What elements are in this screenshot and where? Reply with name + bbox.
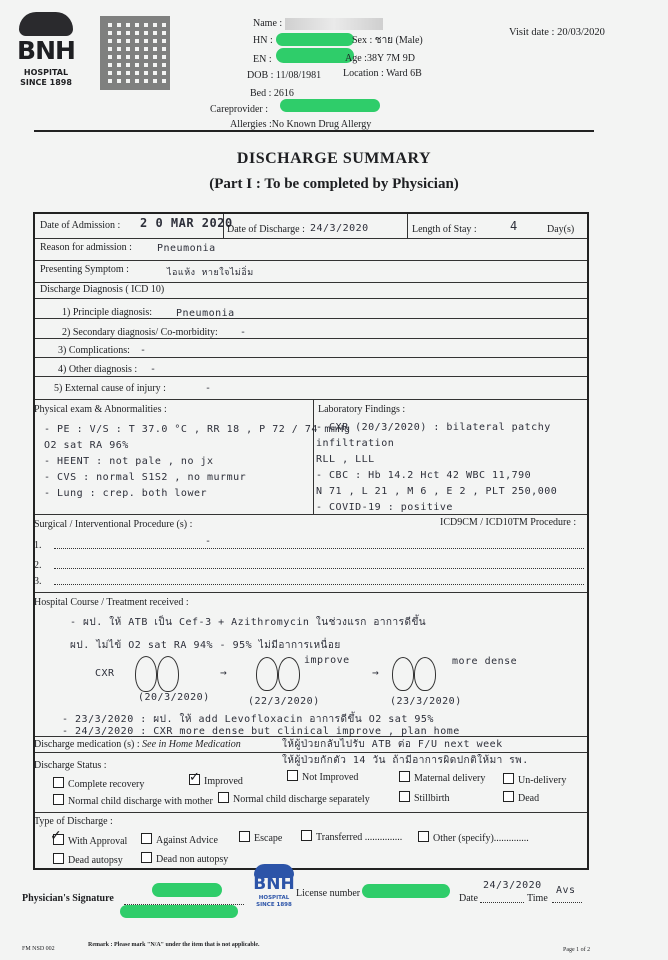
form-code: FM NSD 002 xyxy=(22,946,55,952)
discharge-date-value: 24/3/2020 xyxy=(310,223,369,234)
document-title: DISCHARGE SUMMARY xyxy=(236,150,432,167)
date-label: Date xyxy=(459,893,478,904)
bed-row: Bed : 2616 xyxy=(250,88,294,99)
checkbox[interactable] xyxy=(503,791,514,802)
lab-line: RLL , LLL xyxy=(316,454,375,465)
physical-line: - CVS : normal S1S2 , no murmur xyxy=(44,472,247,483)
lung-sketch-icon xyxy=(278,657,300,691)
secondary-diagnosis-value: - xyxy=(240,327,247,338)
reason-label: Reason for admission : xyxy=(40,242,132,253)
status-improved[interactable]: ✓ Improved xyxy=(189,769,243,787)
lab-line: - COVID-19 : positive xyxy=(316,502,453,513)
medication-note: ให้ผู้ป่วยกักตัว 14 วัน ถ้ามีอาการผิดปกติให้มา รพ. xyxy=(282,755,529,766)
checkbox[interactable] xyxy=(399,771,410,782)
checkbox[interactable] xyxy=(141,833,152,844)
time-value: Avs xyxy=(556,885,576,896)
lab-findings-label: Laboratory Findings : xyxy=(318,404,406,415)
age-row: Age :38Y 7M 9D xyxy=(345,53,415,64)
checkbox[interactable] xyxy=(53,794,64,805)
type-other[interactable]: Other (specify).............. xyxy=(418,831,529,844)
checkbox[interactable] xyxy=(418,831,429,842)
stay-value: 4 xyxy=(510,219,518,233)
type-against-advice[interactable]: Against Advice xyxy=(141,833,218,846)
cxr-label: CXR xyxy=(95,668,115,679)
status-child-separately[interactable]: Normal child discharge separately xyxy=(218,792,370,805)
stay-label: Length of Stay : xyxy=(412,224,477,235)
medication-note: ให้ผู้ป่วยกลับไปรับ ATB ต่อ F/U next week xyxy=(282,739,503,750)
status-un-delivery[interactable]: Un-delivery xyxy=(503,773,566,786)
admission-label: Date of Admission : xyxy=(40,220,121,231)
course-label: Hospital Course / Treatment received : xyxy=(34,597,189,608)
dob-row: DOB : 11/08/1981 xyxy=(247,70,322,81)
admission-value: 2 0 MAR 2020 xyxy=(140,216,233,230)
checkbox[interactable] xyxy=(53,853,64,864)
external-cause-value: - xyxy=(205,383,212,394)
cxr-date: (22/3/2020) xyxy=(248,696,320,707)
type-escape[interactable]: Escape xyxy=(239,831,282,844)
procedure-code-label: ICD9CM / ICD10TM Procedure : xyxy=(440,517,577,528)
sex-row: Sex : ชาย (Male) xyxy=(352,35,423,46)
checkbox[interactable] xyxy=(53,777,64,788)
footer-remark: Remark : Please mark "N/A" under the item that is not applicable. xyxy=(88,942,260,948)
signature-redaction xyxy=(152,883,222,897)
qr-code-icon xyxy=(100,16,170,90)
course-line: - 23/3/2020 : ผป. ให้ add Levofloxacin อาการดีขึ้น O2 sat 95% xyxy=(62,714,434,725)
lung-sketch-icon xyxy=(256,657,278,691)
diagnosis-heading: Discharge Diagnosis ( ICD 10) xyxy=(40,284,165,295)
reason-value: Pneumonia xyxy=(157,243,216,254)
hospital-logo xyxy=(16,12,76,94)
time-label: Time xyxy=(527,893,548,904)
principle-diagnosis-value: Pneumonia xyxy=(176,308,235,319)
principle-diagnosis-label: 1) Principle diagnosis: xyxy=(62,307,152,318)
hn-redaction xyxy=(276,33,354,46)
symptom-value: ไอแห้ง หายใจไม่อิ่ม xyxy=(167,268,254,278)
course-line: - 24/3/2020 : CXR more dense but clinical improve , plan home xyxy=(62,726,460,737)
lung-sketch-icon xyxy=(414,657,436,691)
medication-label: Discharge medication (s) : See in Home Medication xyxy=(34,739,241,750)
cxr-date: (23/3/2020) xyxy=(390,696,462,707)
checkbox[interactable] xyxy=(141,852,152,863)
status-complete-recovery[interactable]: Complete recovery xyxy=(53,777,144,790)
status-dead[interactable]: Dead xyxy=(503,791,539,804)
careprovider-label: Careprovider : xyxy=(210,104,269,115)
status-maternal-delivery[interactable]: Maternal delivery xyxy=(399,771,485,784)
procedure-item-3: 3. xyxy=(34,576,42,587)
physical-line: - HEENT : not pale , no jx xyxy=(44,456,214,467)
status-label: Discharge Status : xyxy=(34,760,107,771)
careprovider-redaction xyxy=(280,99,380,112)
type-label: Type of Discharge : xyxy=(34,816,113,827)
complications-label: 3) Complications: xyxy=(58,345,130,356)
checkbox[interactable] xyxy=(399,791,410,802)
name-row: Name : xyxy=(253,18,283,29)
date-value: 24/3/2020 xyxy=(483,880,542,891)
checkbox[interactable] xyxy=(239,831,250,842)
allergies-row: Allergies :No Known Drug Allergy xyxy=(230,119,372,130)
physical-line: - PE : V/S : T 37.0 °C , RR 18 , P 72 / 74 mmHg xyxy=(44,424,351,435)
type-dead-autopsy[interactable]: Dead autopsy xyxy=(53,853,123,866)
arrow-right-icon: → xyxy=(372,666,380,679)
physical-exam-notes xyxy=(44,422,350,502)
license-label: License number xyxy=(296,888,361,899)
lung-sketch-icon xyxy=(157,656,179,692)
logo-subtitle: HOSPITAL SINCE 1898 xyxy=(20,68,72,87)
other-diagnosis-label: 4) Other diagnosis : xyxy=(58,364,138,375)
header-divider xyxy=(34,130,594,132)
checkbox[interactable] xyxy=(218,792,229,803)
checkbox-checked[interactable]: ✓ xyxy=(53,834,64,845)
complications-value: - xyxy=(140,345,147,356)
status-stillbirth[interactable]: Stillbirth xyxy=(399,791,450,804)
license-redaction xyxy=(362,884,450,898)
lab-line: - CXR (20/3/2020) : bilateral patchy infiltration xyxy=(316,422,551,449)
discharge-date-label: Date of Discharge : xyxy=(227,224,305,235)
name-redaction xyxy=(285,18,383,30)
course-line: - ผป. ให้ ATB เป็น Cef-3 + Azithromycin ในช่วงแรก อาการดีขึ้น xyxy=(70,617,427,628)
dense-note: more dense xyxy=(452,656,518,667)
stay-unit: Day(s) xyxy=(547,224,575,235)
course-line: ผป. ไม่ไข้ O2 sat RA 94% - 95% ไม่มีอาการเหนื่อย xyxy=(70,640,341,651)
external-cause-label: 5) External cause of injury : xyxy=(54,383,166,394)
status-not-improved[interactable]: Not Improved xyxy=(287,770,358,783)
signature-redaction xyxy=(120,905,238,918)
lab-findings-notes xyxy=(316,420,588,516)
checkbox[interactable] xyxy=(301,830,312,841)
signature-stamp-logo: BNH HOSPITAL SINCE 1898 xyxy=(250,864,298,910)
status-child-with-mother[interactable]: Normal child discharge with mother xyxy=(53,794,213,807)
cxr-date: (20/3/2020) xyxy=(138,692,210,703)
procedure-label: Surgical / Interventional Procedure (s) : xyxy=(34,519,193,530)
procedure-item-1-value: - xyxy=(205,536,212,547)
symptom-label: Presenting Symptom : xyxy=(40,264,129,275)
procedure-item-2: 2. xyxy=(34,560,42,571)
checkbox-checked[interactable]: ✓ xyxy=(189,769,200,784)
arrow-right-icon: → xyxy=(220,666,228,679)
type-dead-non-autopsy[interactable]: Dead non autopsy xyxy=(141,852,228,865)
checkbox[interactable] xyxy=(503,773,514,784)
lab-line: - CBC : Hb 14.2 Hct 42 WBC 11,790 xyxy=(316,470,532,481)
physical-exam-label: Physical exam & Abnormalities : xyxy=(34,404,167,415)
physical-line: - Lung : crep. both lower xyxy=(44,488,208,499)
document-subtitle: (Part I : To be completed by Physician) xyxy=(209,176,459,192)
physician-signature-label: Physician's Signature xyxy=(22,893,114,904)
location-row: Location : Ward 6B xyxy=(343,68,422,79)
hn-label: HN : xyxy=(253,35,273,46)
en-redaction xyxy=(276,48,354,63)
lung-sketch-icon xyxy=(135,656,157,692)
lab-line: N 71 , L 21 , M 6 , E 2 , PLT 250,000 xyxy=(316,486,558,497)
logo-cloud-icon xyxy=(19,12,73,36)
en-label: EN : xyxy=(253,54,272,65)
secondary-diagnosis-label: 2) Secondary diagnosis/ Co-morbidity: xyxy=(62,327,218,338)
page-number: Page 1 of 2 xyxy=(563,947,591,953)
type-with-approval[interactable]: ✓ With Approval xyxy=(50,829,128,847)
type-transferred[interactable]: Transferred ............... xyxy=(301,830,402,843)
lung-sketch-icon xyxy=(392,657,414,691)
visit-date: Visit date : 20/03/2020 xyxy=(509,27,605,38)
procedure-item-1: 1. xyxy=(34,540,42,551)
improve-note: improve xyxy=(304,655,350,666)
checkbox[interactable] xyxy=(287,770,298,781)
logo-text: BNH xyxy=(17,36,75,65)
other-diagnosis-value: - xyxy=(150,364,157,375)
physical-line: O2 sat RA 96% xyxy=(44,440,129,451)
